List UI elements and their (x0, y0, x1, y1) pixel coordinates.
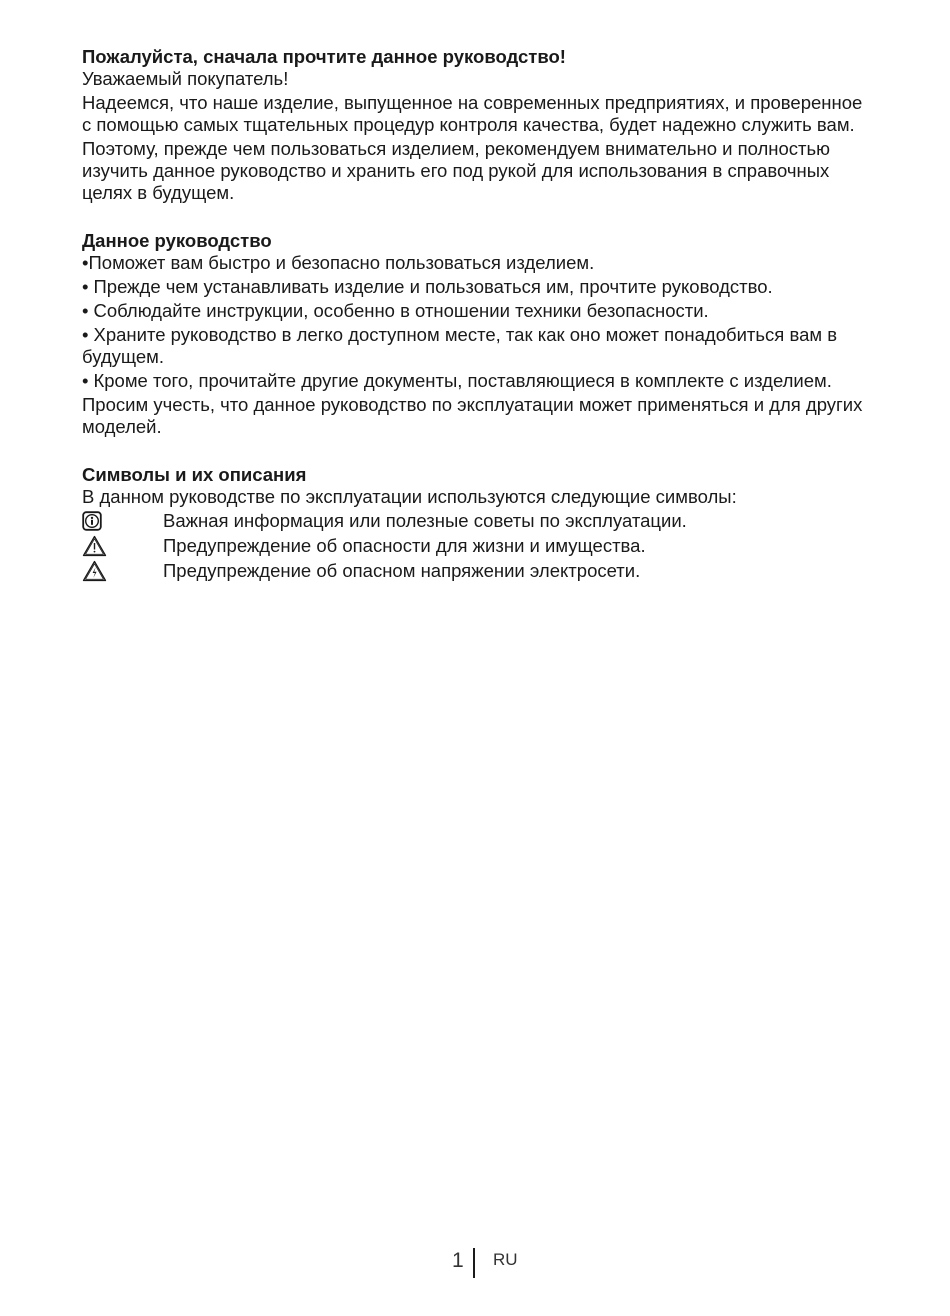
page-number: 1 (452, 1249, 464, 1272)
bullet-text: Поможет вам быстро и безопасно пользоваться изделием. (88, 252, 595, 273)
symbol-description: Предупреждение об опасности для жизни и имущества. (163, 534, 646, 556)
intro-title: Пожалуйста, сначала прочтите данное руководство! (82, 46, 566, 67)
symbol-row-electric (82, 558, 872, 583)
bullet-item (82, 370, 872, 392)
language-code: RU (493, 1250, 518, 1269)
bullet-text: Прежде чем устанавливать изделие и пользоваться им, прочтите руководство. (93, 276, 773, 297)
footer-divider (473, 1248, 475, 1278)
intro-paragraph: Надеемся, что наше изделие, выпущенное на современных предприятиях, и проверенное с помощью самых тщательных процедур контроля качества, будет надежно служить вам. (82, 92, 863, 135)
manual-title: Данное руководство (82, 230, 272, 251)
bullet-dot: • (82, 324, 89, 345)
bullet-text: Храните руководство в легко доступном месте, так как оно может понадобиться вам в будущем. (82, 324, 838, 367)
bullet-text: Соблюдайте инструкции, особенно в отношении техники безопасности. (93, 300, 709, 321)
manual-section (82, 230, 872, 438)
manual-note: Просим учесть, что данное руководство по эксплуатации может применяться и для других моделей. (82, 394, 863, 437)
bullet-dot: • (82, 276, 89, 297)
symbol-description: Предупреждение об опасном напряжении электросети. (163, 559, 641, 581)
symbol-row-warning (82, 533, 872, 558)
greeting: Уважаемый покупатель! (82, 68, 289, 89)
intro-paragraph: Поэтому, прежде чем пользоваться изделием, рекомендуем внимательно и полностью изучить данное руководство и хранить его под рукой для использования в справочных целях в будущем. (82, 138, 831, 203)
bullet-item (82, 276, 872, 298)
electric-hazard-icon (82, 560, 107, 582)
bullet-text: Кроме того, прочитайте другие документы, поставляющиеся в комплекте с изделием. (93, 370, 832, 391)
symbol-description: Важная информация или полезные советы по эксплуатации. (163, 509, 687, 531)
manual-page (82, 46, 872, 583)
bullet-dot: • (82, 300, 89, 321)
bullet-item (82, 300, 872, 322)
intro-section (82, 46, 872, 204)
info-icon (82, 511, 102, 531)
symbol-row-info (82, 508, 872, 533)
page-footer (0, 1246, 950, 1280)
bullet-dot: • (82, 370, 89, 391)
bullet-item (82, 252, 872, 274)
warning-triangle-icon (82, 535, 107, 557)
symbols-section (82, 464, 872, 583)
bullet-item (82, 324, 872, 368)
symbols-title: Символы и их описания (82, 464, 307, 485)
symbols-intro: В данном руководстве по эксплуатации используются следующие символы: (82, 486, 737, 507)
bullet-dot: • (82, 252, 89, 273)
